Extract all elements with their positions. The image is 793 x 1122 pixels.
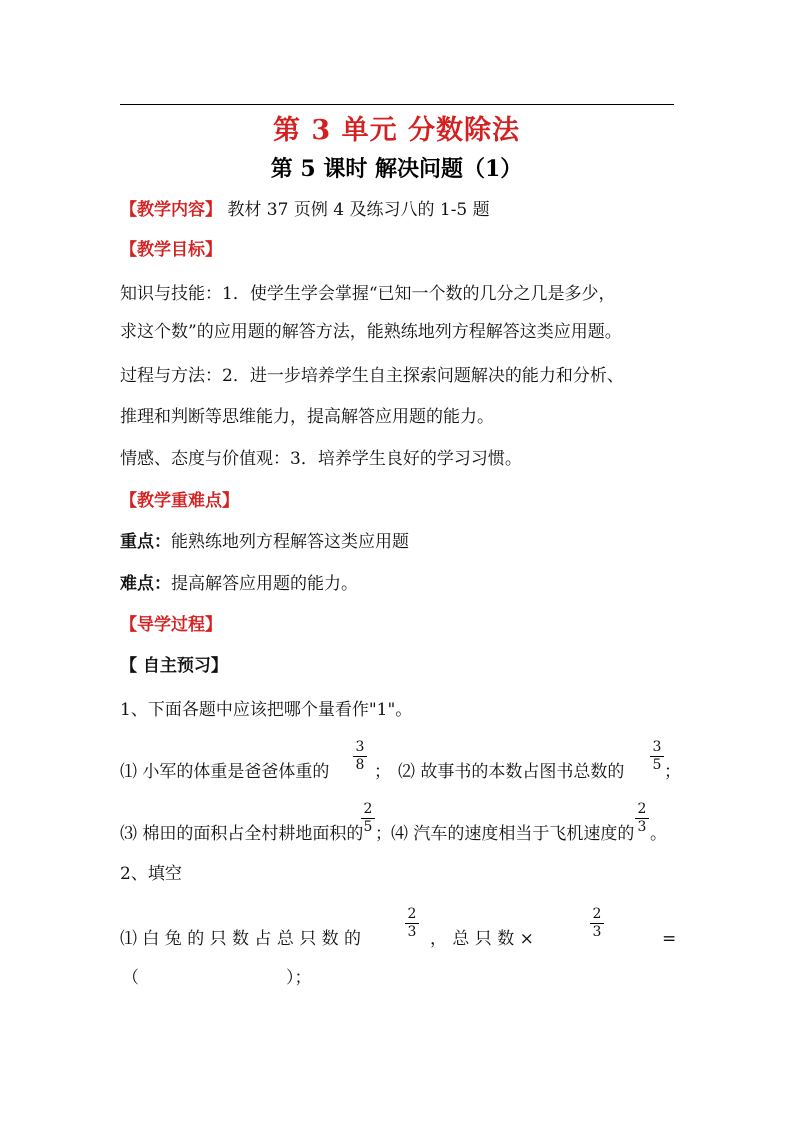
key-point-label: 重点： <box>120 532 171 552</box>
fraction-numerator: 2 <box>637 801 647 817</box>
fraction-numerator: 2 <box>592 906 602 922</box>
header-rule <box>120 104 674 105</box>
q1-item-4-tail: 。 <box>650 824 667 844</box>
q2-item-1-fraction-2 <box>590 907 604 940</box>
key-points-label: 【教学重难点】 <box>120 491 239 511</box>
difficult-point-label: 难点： <box>120 574 171 594</box>
fraction-denominator: 3 <box>637 819 647 835</box>
preview-label: 【 自主预习】 <box>120 656 228 676</box>
teaching-content-label: 【教学内容】 <box>120 200 222 220</box>
q1-item-2-tail: ； <box>664 762 681 782</box>
q1-item-1-text: ⑴ 小军的体重是爸爸体重的 <box>120 762 330 782</box>
objective-line-3: 过程与方法：2．进一步培养学生自主探索问题解决的能力和分析、 <box>120 366 624 386</box>
q1-item-2 <box>398 760 624 784</box>
unit-title: 第 3 单元 分数除法 <box>273 115 520 146</box>
q1-item-2-text: ⑵ 故事书的本数占图书总数的 <box>398 762 625 782</box>
fraction-denominator: 3 <box>407 924 417 940</box>
fraction-denominator: 5 <box>363 819 373 835</box>
q2-item-1-text: ⑴ 白 兔 的 只 数 占 总 只 数 的 <box>120 929 362 949</box>
lesson-subtitle: 第 5 课时 解决问题（1） <box>270 156 523 182</box>
fraction-numerator: 3 <box>652 739 662 755</box>
difficult-point-text: 提高解答应用题的能力。 <box>171 574 358 594</box>
difficult-point <box>120 572 358 596</box>
q1-item-4-text: ⑷ 汽车的速度相当于飞机速度的 <box>391 824 635 844</box>
q2-item-1-equals: = <box>662 929 677 949</box>
q2-item-1-fraction-1 <box>405 907 419 940</box>
objective-line-5: 情感、态度与价值观：3．培养学生良好的学习习惯。 <box>120 449 522 469</box>
fraction-numerator: 3 <box>355 739 365 755</box>
objectives-label: 【教学目标】 <box>120 240 222 260</box>
q1-item-3-fraction <box>361 802 375 835</box>
q2-item-1-mid: ， 总 只 数 × <box>430 929 534 949</box>
process-label: 【导学过程】 <box>120 615 222 635</box>
objective-line-2: 求这个数”的应用题的解答方法，能熟练地列方程解答这类应用题。 <box>120 322 622 342</box>
q1-item-1-tail: ； <box>374 762 391 782</box>
q1-item-4-fraction <box>635 802 649 835</box>
q1-item-3 <box>120 822 363 846</box>
q1-item-1-fraction <box>353 740 367 773</box>
fraction-numerator: 2 <box>363 801 373 817</box>
q2-item-1-blank-open: （ <box>122 968 139 988</box>
q1-item-4 <box>391 822 634 846</box>
question-2-title: 2、填空 <box>120 864 182 884</box>
question-1-title: 1、下面各题中应该把哪个量看作"1"。 <box>120 700 413 720</box>
teaching-content <box>120 198 490 222</box>
q1-item-3-text: ⑶ 棉田的面积占全村耕地面积的 <box>120 824 364 844</box>
q1-item-3-tail: ； <box>375 824 392 844</box>
fraction-denominator: 5 <box>652 757 662 773</box>
fraction-numerator: 2 <box>407 906 417 922</box>
objective-line-1: 知识与技能：1．使学生学会掌握“已知一个数的几分之几是多少， <box>120 284 616 304</box>
q2-item-1 <box>120 927 361 951</box>
q1-item-2-fraction <box>650 740 664 773</box>
fraction-denominator: 3 <box>592 924 602 940</box>
q2-item-1-blank-close: ）； <box>286 968 312 988</box>
objective-line-4: 推理和判断等思维能力，提高解答应用题的能力。 <box>120 407 494 427</box>
fraction-denominator: 8 <box>355 757 365 773</box>
key-point <box>120 530 409 554</box>
key-point-text: 能熟练地列方程解答这类应用题 <box>171 532 409 552</box>
q1-item-1 <box>120 760 329 784</box>
teaching-content-text: 教材 37 页例 4 及练习八的 1-5 题 <box>227 200 490 220</box>
